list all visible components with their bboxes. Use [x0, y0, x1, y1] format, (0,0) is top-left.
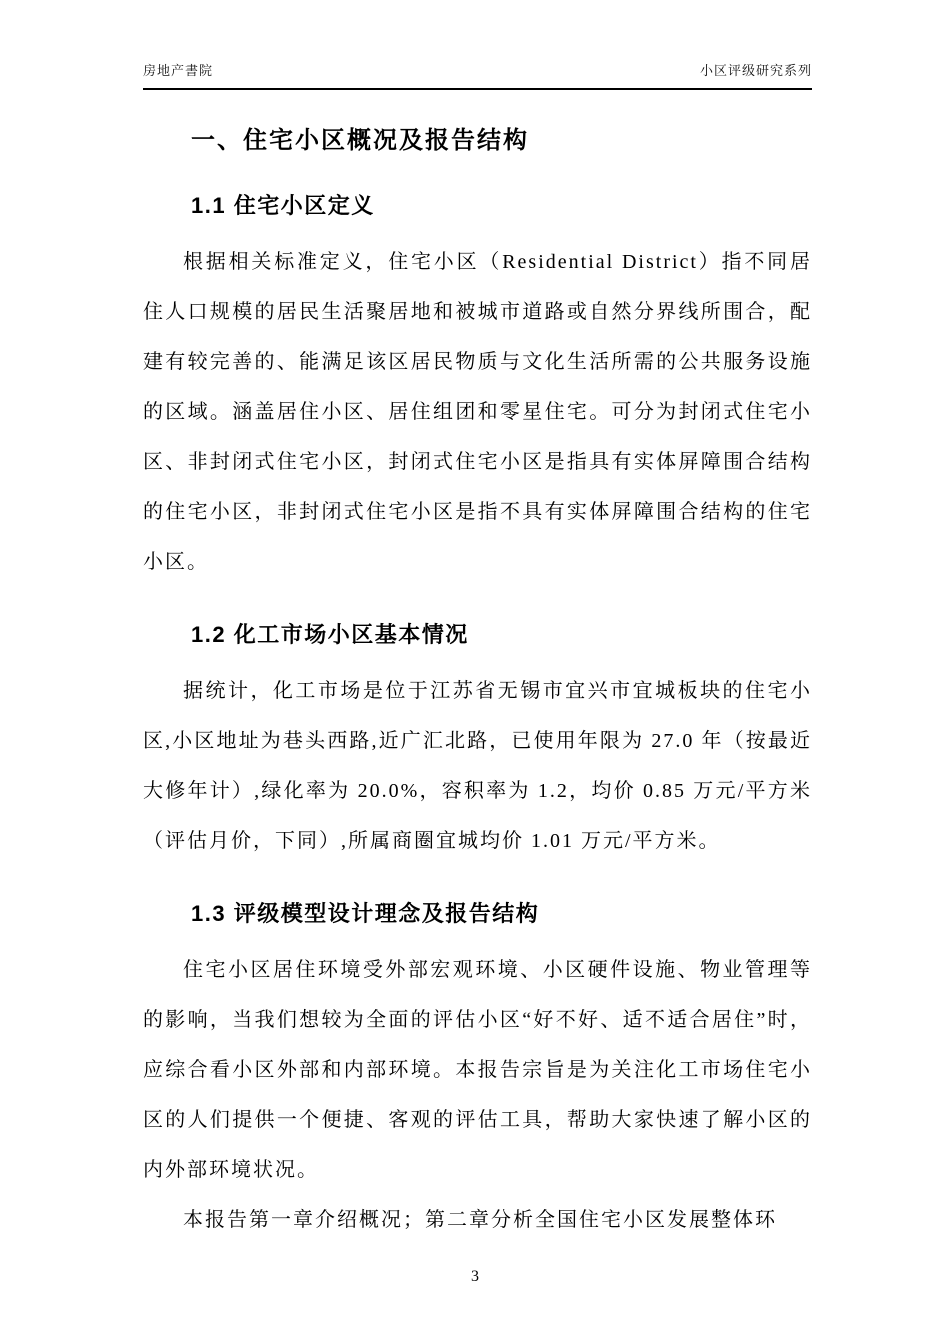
paragraph-definition: 根据相关标准定义，住宅小区（Residential District）指不同居住人口规模的居民生活聚居地和被城市道路或自然分界线所围合，配建有较完善的、能满足该区居民物质与文化生活所需的公共服务设施的区域。涵盖居住小区、居住组团和零星住宅。可分为封闭式住宅小区、非封闭式住宅小区，封闭式住宅小区是指具有实体屏障围合结构的住宅小区，非封闭式住宅小区是指不具有实体屏障围合结构的住宅小区。 [143, 251, 812, 573]
document-header [143, 60, 812, 90]
section-heading-1-1: 1.1 住宅小区定义 [191, 193, 375, 218]
document-title: 一、住宅小区概况及报告结构 [191, 127, 529, 154]
section-heading-1-3: 1.3 评级模型设计理念及报告结构 [191, 901, 540, 926]
page-number: 3 [471, 1268, 479, 1285]
paragraph-basic-info: 据统计，化工市场是位于江苏省无锡市宜兴市宜城板块的住宅小区,小区地址为巷头西路,近广汇北路，已使用年限为 27.0 年（按最近大修年计）,绿化率为 20.0%，容积率为 1.2，均价 0.85 万元/平方米（评估月价，下同）,所属商圈宜城均价 1.01 万元/平方米。 [143, 680, 812, 852]
paragraph-report-structure: 本报告第一章介绍概况；第二章分析全国住宅小区发展整体环 [183, 1209, 777, 1231]
page-footer [0, 1268, 950, 1286]
paragraph-design-concept: 住宅小区居住环境受外部宏观环境、小区硬件设施、物业管理等的影响，当我们想较为全面的评估小区“好不好、适不适合居住”时，应综合看小区外部和内部环境。本报告宗旨是为关注化工市场住宅小区的人们提供一个便捷、客观的评估工具，帮助大家快速了解小区的内外部环境状况。 [143, 959, 812, 1181]
header-right-text: 小区评级研究系列 [699, 63, 812, 78]
header-left-text: 房地产書院 [143, 63, 214, 78]
section-heading-1-2: 1.2 化工市场小区基本情况 [191, 622, 469, 647]
